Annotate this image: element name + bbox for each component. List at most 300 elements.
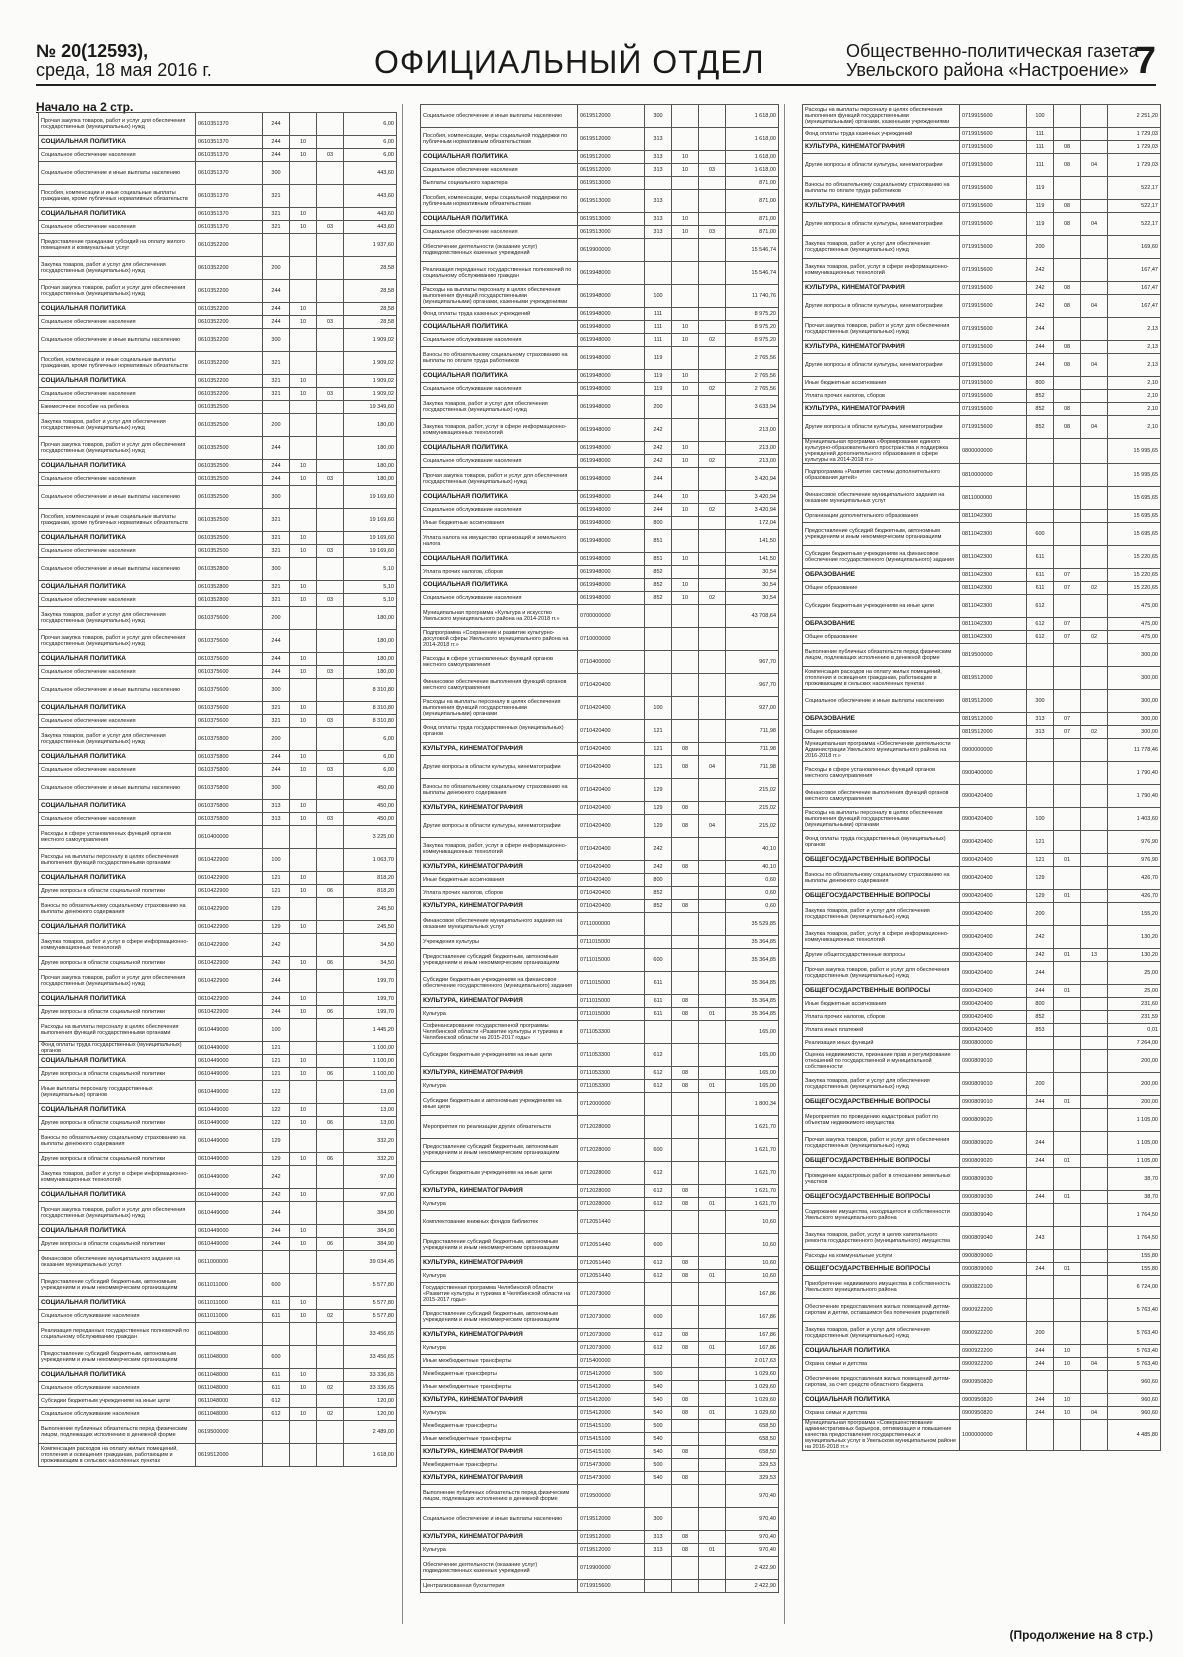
row-expense-type: 321 xyxy=(263,185,290,208)
row-code: 0619512000 xyxy=(578,105,645,128)
row-name: Государственная программа Челябинской области «Развитие культуры и туризма в Челябинской области на 2015-2017 годы» xyxy=(421,1283,578,1306)
row-expense-type: 111 xyxy=(645,308,672,321)
row-subsection xyxy=(1081,236,1108,259)
table-row xyxy=(39,581,397,594)
row-subsection xyxy=(699,566,726,579)
table-row xyxy=(803,523,1161,546)
row-name: Прочая закупка товаров, работ и услуг для обеспечения государственных (муниципальных) нужд xyxy=(39,970,196,993)
row-section: 10 xyxy=(290,1117,317,1130)
row-subsection xyxy=(699,1459,726,1472)
row-name: Финансовое обеспечение выполнения функций органов местного самоуправления xyxy=(803,785,960,808)
row-code: 0900420400 xyxy=(960,903,1027,926)
row-name: СОЦИАЛЬНАЯ ПОЛИТИКА xyxy=(39,581,196,594)
row-section: 10 xyxy=(290,1006,317,1019)
row-subsection xyxy=(699,720,726,743)
row-expense-type: 321 xyxy=(263,702,290,715)
row-section: 10 xyxy=(672,334,699,347)
row-code: 0711053300 xyxy=(578,1080,645,1093)
row-section: 10 xyxy=(290,1408,317,1421)
row-subsection xyxy=(699,468,726,491)
row-code: 0719915600 xyxy=(960,105,1027,128)
table-row xyxy=(421,370,779,383)
row-subsection xyxy=(699,1283,726,1306)
row-amount: 1 729,03 xyxy=(1108,128,1161,141)
table-row xyxy=(803,949,1161,962)
table-row xyxy=(803,1073,1161,1096)
row-section xyxy=(1054,1420,1081,1451)
row-code: 0710420400 xyxy=(578,887,645,900)
row-name: Прочая закупка товаров, работ и услуг для обеспечения государственных (муниципальных) нужд xyxy=(39,630,196,653)
row-name: Иные бюджетные ассигнования xyxy=(803,998,960,1011)
row-code: 0719915600 xyxy=(960,318,1027,341)
row-expense-type xyxy=(1027,739,1054,762)
row-subsection xyxy=(317,460,344,473)
row-section: 10 xyxy=(672,383,699,396)
row-code: 0619948000 xyxy=(578,370,645,383)
table-row xyxy=(421,1342,779,1355)
row-subsection xyxy=(317,970,344,993)
table-row xyxy=(803,926,1161,949)
row-expense-type: 242 xyxy=(1027,282,1054,295)
row-name: ОБЩЕГОСУДАРСТВЕННЫЕ ВОПРОСЫ xyxy=(803,1096,960,1109)
row-section xyxy=(672,697,699,720)
table-row xyxy=(39,1225,397,1238)
row-subsection xyxy=(317,607,344,630)
row-name: Прочая закупка товаров, работ и услуг для обеспечения государственных (муниципальных) нужд xyxy=(803,1132,960,1155)
row-code: 0900809020 xyxy=(960,1132,1027,1155)
row-section: 07 xyxy=(1054,618,1081,631)
row-name: Пособия, компенсации и иные социальные выплаты гражданам, кроме публичных нормативных обязательств xyxy=(39,185,196,208)
table-row xyxy=(421,530,779,553)
row-amount: 141,50 xyxy=(726,553,779,566)
row-name: Другие вопросы в области культуры, кинематографии xyxy=(421,756,578,779)
row-subsection xyxy=(317,437,344,460)
row-name: Общее образование xyxy=(803,726,960,739)
row-expense-type: 100 xyxy=(1027,105,1054,128)
row-name: Иные межбюджетные трансферты xyxy=(421,1355,578,1368)
row-expense-type xyxy=(645,1580,672,1593)
row-subsection: 04 xyxy=(1081,154,1108,177)
row-expense-type: 244 xyxy=(1027,1358,1054,1371)
table-row xyxy=(803,867,1161,890)
table-row xyxy=(421,936,779,949)
row-amount: 167,47 xyxy=(1108,295,1161,318)
row-section xyxy=(672,628,699,651)
row-subsection: 02 xyxy=(699,455,726,468)
table-row xyxy=(803,295,1161,318)
row-code: 0619948000 xyxy=(578,566,645,579)
row-code: 0900950820 xyxy=(960,1407,1027,1420)
row-name: Реализация переданных государственных полномочий по социальному обслуживанию граждан xyxy=(421,262,578,285)
table-row xyxy=(421,285,779,308)
row-amount: 15 695,65 xyxy=(1108,510,1161,523)
row-code: 0811042300 xyxy=(960,618,1027,631)
row-code: 0610352500 xyxy=(196,532,263,545)
row-expense-type: 244 xyxy=(263,460,290,473)
row-section xyxy=(290,1202,317,1225)
row-expense-type xyxy=(645,1211,672,1234)
row-section xyxy=(672,1116,699,1139)
row-name: КУЛЬТУРА, КИНЕМАТОГРАФИЯ xyxy=(803,282,960,295)
row-code: 0712073000 xyxy=(578,1283,645,1306)
row-expense-type: 244 xyxy=(645,468,672,491)
row-section xyxy=(1054,785,1081,808)
row-amount: 25,00 xyxy=(1108,962,1161,985)
row-section: 08 xyxy=(672,995,699,1008)
row-subsection xyxy=(317,1081,344,1104)
table-row xyxy=(421,1407,779,1420)
table-row xyxy=(421,491,779,504)
row-name: Прочая закупка товаров, работ и услуг для обеспечения государственных (муниципальных) нужд xyxy=(421,468,578,491)
row-name: СОЦИАЛЬНАЯ ПОЛИТИКА xyxy=(421,442,578,455)
row-expense-type: 129 xyxy=(645,779,672,802)
row-code: 0711015000 xyxy=(578,936,645,949)
row-amount: 180,00 xyxy=(344,607,397,630)
row-name: КУЛЬТУРА, КИНЕМАТОГРАФИЯ xyxy=(803,341,960,354)
row-name: КУЛЬТУРА, КИНЕМАТОГРАФИЯ xyxy=(421,995,578,1008)
row-name: Закупка товаров, работ, услуг в сфере информационно-коммуникационных технологий xyxy=(803,259,960,282)
row-section: 10 xyxy=(290,473,317,486)
row-amount: 6,00 xyxy=(344,113,397,136)
row-code: 0611000000 xyxy=(196,1251,263,1274)
row-subsection: 06 xyxy=(317,1068,344,1081)
table-row xyxy=(421,1080,779,1093)
row-expense-type xyxy=(1027,1204,1054,1227)
row-subsection xyxy=(699,105,726,128)
row-amount: 475,00 xyxy=(1108,618,1161,631)
row-code: 0619948000 xyxy=(578,347,645,370)
row-code: 0900420400 xyxy=(960,867,1027,890)
row-section xyxy=(1054,1227,1081,1250)
row-code: 0715412000 xyxy=(578,1381,645,1394)
row-subsection xyxy=(1081,808,1108,831)
row-expense-type: 242 xyxy=(263,934,290,957)
row-expense-type: 852 xyxy=(1027,390,1054,403)
table-row xyxy=(39,679,397,702)
row-code: 0610352200 xyxy=(196,352,263,375)
row-section xyxy=(290,352,317,375)
row-code: 0900420400 xyxy=(960,890,1027,903)
row-name: СОЦИАЛЬНАЯ ПОЛИТИКА xyxy=(39,702,196,715)
row-subsection: 04 xyxy=(1081,213,1108,236)
table-row xyxy=(39,702,397,715)
table-row xyxy=(803,1204,1161,1227)
row-code: 0610351370 xyxy=(196,221,263,234)
table-row xyxy=(803,236,1161,259)
table-row xyxy=(803,1132,1161,1155)
row-subsection: 04 xyxy=(1081,416,1108,439)
row-subsection xyxy=(1081,341,1108,354)
table-row xyxy=(803,1155,1161,1168)
row-name: Уплата прочих налогов, сборов xyxy=(421,566,578,579)
row-code: 0900922200 xyxy=(960,1322,1027,1345)
row-amount: 443,60 xyxy=(344,185,397,208)
row-amount: 1 937,60 xyxy=(344,234,397,257)
row-section: 10 xyxy=(672,213,699,226)
row-section: 10 xyxy=(290,1153,317,1166)
row-code: 0611011000 xyxy=(196,1274,263,1297)
row-code: 0611048000 xyxy=(196,1408,263,1421)
table-row xyxy=(39,653,397,666)
row-code: 0610352200 xyxy=(196,375,263,388)
row-code: 0719900000 xyxy=(578,1557,645,1580)
row-code: 0610422900 xyxy=(196,993,263,1006)
row-subsection xyxy=(1081,487,1108,510)
row-section: 07 xyxy=(1054,713,1081,726)
row-code: 0610449000 xyxy=(196,1104,263,1117)
row-subsection xyxy=(1081,1371,1108,1394)
row-amount: 5 577,80 xyxy=(344,1310,397,1323)
row-expense-type: 611 xyxy=(263,1310,290,1323)
row-name: Закупка товаров, работ, услуг в целях капитального ремонта государственного (муниципального) имущества xyxy=(803,1227,960,1250)
row-name: СОЦИАЛЬНАЯ ПОЛИТИКА xyxy=(39,1369,196,1382)
row-amount: 5,10 xyxy=(344,581,397,594)
row-expense-type: 242 xyxy=(645,419,672,442)
row-section xyxy=(672,887,699,900)
row-code: 0610351370 xyxy=(196,208,263,221)
row-name: Прочая закупка товаров, работ и услуг для обеспечения государственных (муниципальных) нужд xyxy=(39,437,196,460)
row-section xyxy=(672,308,699,321)
row-code: 0900420400 xyxy=(960,808,1027,831)
table-row xyxy=(39,607,397,630)
row-amount: 1 909,02 xyxy=(344,388,397,401)
row-subsection xyxy=(1081,1394,1108,1407)
table-row xyxy=(421,720,779,743)
row-section xyxy=(672,1306,699,1329)
row-section xyxy=(672,1368,699,1381)
row-subsection xyxy=(1081,998,1108,1011)
row-amount: 155,20 xyxy=(1108,903,1161,926)
table-row xyxy=(39,1104,397,1117)
row-code: 0619948000 xyxy=(578,321,645,334)
row-section: 10 xyxy=(672,370,699,383)
row-name: КУЛЬТУРА, КИНЕМАТОГРАФИЯ xyxy=(421,1067,578,1080)
row-section xyxy=(672,651,699,674)
row-amount: 169,60 xyxy=(1108,236,1161,259)
row-code: 0900420400 xyxy=(960,1011,1027,1024)
row-section xyxy=(672,396,699,419)
row-name: Социальное обеспечение населения xyxy=(421,226,578,239)
row-name: Субсидии бюджетным учреждениям на иные цели xyxy=(421,1162,578,1185)
table-row xyxy=(39,764,397,777)
row-subsection xyxy=(699,743,726,756)
row-section xyxy=(1054,867,1081,890)
row-subsection xyxy=(1081,644,1108,667)
row-expense-type: 244 xyxy=(263,1006,290,1019)
row-amount: 165,00 xyxy=(726,1067,779,1080)
row-section xyxy=(672,1093,699,1116)
row-subsection xyxy=(1081,464,1108,487)
row-amount: 2,13 xyxy=(1108,318,1161,341)
table-row xyxy=(803,1227,1161,1250)
row-subsection xyxy=(317,401,344,414)
row-code: 0900420400 xyxy=(960,785,1027,808)
table-row xyxy=(421,128,779,151)
row-code: 0712051440 xyxy=(578,1234,645,1257)
row-expense-type: 611 xyxy=(645,995,672,1008)
row-amount: 1 621,70 xyxy=(726,1198,779,1211)
row-name: Другие вопросы в области социальной политики xyxy=(39,1238,196,1251)
row-amount: 10,60 xyxy=(726,1270,779,1283)
row-expense-type: 243 xyxy=(1027,1227,1054,1250)
row-expense-type: 313 xyxy=(645,213,672,226)
row-code: 0610375800 xyxy=(196,728,263,751)
row-name: СОЦИАЛЬНАЯ ПОЛИТИКА xyxy=(39,303,196,316)
row-name: Муниципальная программа «Обеспечение деятельности Администрации Увельского муниципального района на 2016-2018 гг.» xyxy=(803,739,960,762)
row-section xyxy=(672,517,699,530)
row-subsection xyxy=(1081,1299,1108,1322)
row-section xyxy=(672,1557,699,1580)
row-section xyxy=(672,419,699,442)
row-name: СОЦИАЛЬНАЯ ПОЛИТИКА xyxy=(421,151,578,164)
row-subsection xyxy=(699,802,726,815)
row-amount: 2,10 xyxy=(1108,416,1161,439)
table-row xyxy=(421,1446,779,1459)
row-section xyxy=(290,728,317,751)
row-section: 07 xyxy=(1054,582,1081,595)
row-subsection xyxy=(317,934,344,957)
row-code: 0611048000 xyxy=(196,1395,263,1408)
row-subsection xyxy=(699,1162,726,1185)
row-name: Закупка товаров, работ и услуг для обеспечения государственных (муниципальных) нужд xyxy=(39,728,196,751)
row-code: 0611048000 xyxy=(196,1346,263,1369)
row-name: СОЦИАЛЬНАЯ ПОЛИТИКА xyxy=(39,751,196,764)
row-subsection xyxy=(317,352,344,375)
table-row xyxy=(39,898,397,921)
row-amount: 25,00 xyxy=(1108,985,1161,998)
row-amount: 180,00 xyxy=(344,473,397,486)
row-amount: 19 169,60 xyxy=(344,486,397,509)
row-expense-type: 129 xyxy=(645,815,672,838)
row-code: 0610375600 xyxy=(196,653,263,666)
row-subsection xyxy=(317,1274,344,1297)
row-name: Социальное обеспечение населения xyxy=(39,221,196,234)
row-subsection xyxy=(1081,890,1108,903)
row-section xyxy=(290,509,317,532)
row-expense-type: 852 xyxy=(1027,1011,1054,1024)
row-subsection: 01 xyxy=(699,1342,726,1355)
row-amount: 522,17 xyxy=(1108,177,1161,200)
row-section: 01 xyxy=(1054,985,1081,998)
row-name: СОЦИАЛЬНАЯ ПОЛИТИКА xyxy=(39,532,196,545)
row-code: 0710420400 xyxy=(578,720,645,743)
row-section: 08 xyxy=(1054,341,1081,354)
row-code: 0619513000 xyxy=(578,213,645,226)
row-expense-type: 600 xyxy=(263,1346,290,1369)
table-row xyxy=(803,177,1161,200)
row-expense-type: 244 xyxy=(1027,318,1054,341)
row-expense-type: 242 xyxy=(645,442,672,455)
row-expense-type: 313 xyxy=(645,1531,672,1544)
row-expense-type xyxy=(645,936,672,949)
row-name: СОЦИАЛЬНАЯ ПОЛИТИКА xyxy=(421,579,578,592)
row-expense-type xyxy=(263,1323,290,1346)
row-name: Взносы по обязательному социальному страхованию на выплаты денежного содержания xyxy=(421,779,578,802)
row-name: Предоставление субсидий бюджетным, автономным учреждениям и иным некоммерческим организациям xyxy=(421,1306,578,1329)
row-code: 0610422900 xyxy=(196,957,263,970)
row-name: КУЛЬТУРА, КИНЕМАТОГРАФИЯ xyxy=(421,1185,578,1198)
row-subsection xyxy=(699,887,726,900)
row-amount: 167,47 xyxy=(1108,259,1161,282)
row-subsection xyxy=(699,419,726,442)
row-name: Обеспечение деятельности (оказание услуг) подведомственных казенных учреждений xyxy=(421,1557,578,1580)
row-expense-type: 540 xyxy=(645,1446,672,1459)
row-name: Социальное обслуживание населения xyxy=(421,592,578,605)
row-expense-type: 242 xyxy=(645,455,672,468)
row-amount: 28,58 xyxy=(344,316,397,329)
row-amount: 30,54 xyxy=(726,566,779,579)
row-expense-type: 242 xyxy=(1027,949,1054,962)
column-divider xyxy=(402,104,403,1624)
row-expense-type: 852 xyxy=(1027,416,1054,439)
row-expense-type xyxy=(263,234,290,257)
row-amount: 11 740,76 xyxy=(726,285,779,308)
row-subsection: 01 xyxy=(699,1008,726,1021)
row-expense-type: 119 xyxy=(645,370,672,383)
row-section: 10 xyxy=(672,491,699,504)
row-section: 10 xyxy=(290,221,317,234)
row-name: Закупка товаров, работ и услуг для обеспечения государственных (муниципальных) нужд xyxy=(39,257,196,280)
row-expense-type: 540 xyxy=(645,1381,672,1394)
row-code: 0811042300 xyxy=(960,523,1027,546)
row-section: 08 xyxy=(1054,403,1081,416)
row-code: 0711015000 xyxy=(578,1008,645,1021)
row-code: 0619513000 xyxy=(578,177,645,190)
row-expense-type: 612 xyxy=(1027,595,1054,618)
row-subsection xyxy=(1081,1011,1108,1024)
row-section xyxy=(290,679,317,702)
row-amount: 2 489,00 xyxy=(344,1421,397,1444)
row-subsection xyxy=(317,1189,344,1202)
row-section: 10 xyxy=(290,460,317,473)
row-section xyxy=(672,468,699,491)
row-name: Закупка товаров, работ и услуг для обеспечения государственных (муниципальных) нужд xyxy=(803,903,960,926)
row-subsection xyxy=(317,702,344,715)
row-amount: 426,70 xyxy=(1108,867,1161,890)
row-code: 0712028000 xyxy=(578,1116,645,1139)
row-subsection xyxy=(699,874,726,887)
row-section: 08 xyxy=(1054,200,1081,213)
row-subsection xyxy=(1081,1263,1108,1276)
row-name: ОБРАЗОВАНИЕ xyxy=(803,569,960,582)
row-subsection xyxy=(1081,713,1108,726)
row-section xyxy=(1054,1299,1081,1322)
row-subsection xyxy=(699,1485,726,1508)
table-row xyxy=(39,594,397,607)
row-code: 0610375600 xyxy=(196,702,263,715)
row-expense-type: 244 xyxy=(645,504,672,517)
row-expense-type: 244 xyxy=(1027,1263,1054,1276)
row-subsection xyxy=(699,262,726,285)
table-row xyxy=(39,1238,397,1251)
row-subsection xyxy=(699,1185,726,1198)
row-expense-type: 122 xyxy=(263,1117,290,1130)
row-expense-type: 244 xyxy=(645,491,672,504)
table-row xyxy=(803,1191,1161,1204)
row-code: 0610375600 xyxy=(196,715,263,728)
row-subsection: 03 xyxy=(317,388,344,401)
row-expense-type xyxy=(263,1251,290,1274)
row-section xyxy=(672,1139,699,1162)
row-name: СОЦИАЛЬНАЯ ПОЛИТИКА xyxy=(39,993,196,1006)
table-row xyxy=(39,221,397,234)
row-expense-type xyxy=(645,628,672,651)
row-amount: 165,00 xyxy=(726,1044,779,1067)
row-section xyxy=(1054,1050,1081,1073)
row-subsection xyxy=(1081,200,1108,213)
row-name: Компенсация расходов на оплату жилых помещений, отопления и освещения гражданам, работающим и проживающим в сельских населенных пунктах xyxy=(803,667,960,690)
row-code: 0610449000 xyxy=(196,1117,263,1130)
